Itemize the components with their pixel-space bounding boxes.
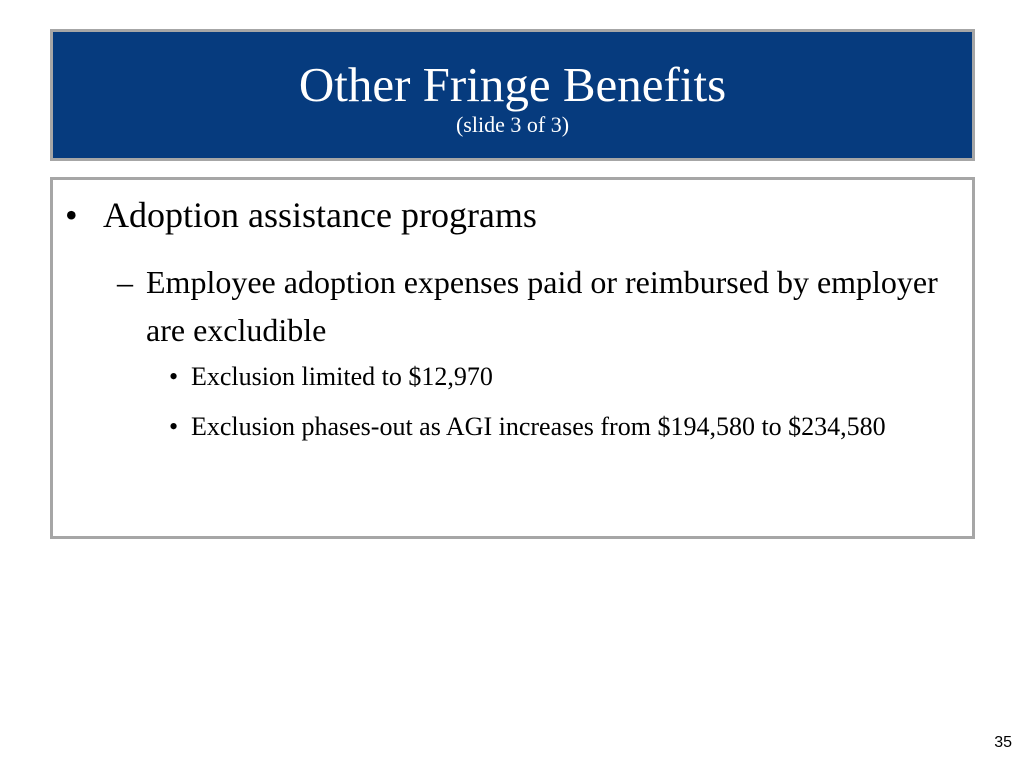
page-number: 35 (994, 734, 1012, 751)
dash-marker: – (117, 264, 133, 300)
slide-subtitle: (slide 3 of 3) (455, 112, 570, 137)
bullet-text: Exclusion phases-out as AGI increases from $194,580 to $234,580 (191, 412, 886, 441)
content-box (50, 177, 975, 539)
bullet-text: Adoption assistance programs (103, 195, 537, 235)
bullet-marker: • (169, 412, 179, 441)
bullet-text: Employee adoption expenses paid or reimbursed by employer are excludible (146, 264, 938, 348)
bullet-marker: • (169, 362, 179, 391)
bullet-text: Exclusion limited to $12,970 (191, 362, 493, 391)
bullet-marker: • (65, 195, 78, 235)
title-banner (50, 29, 975, 161)
slide-title: Other Fringe Benefits (298, 57, 727, 112)
